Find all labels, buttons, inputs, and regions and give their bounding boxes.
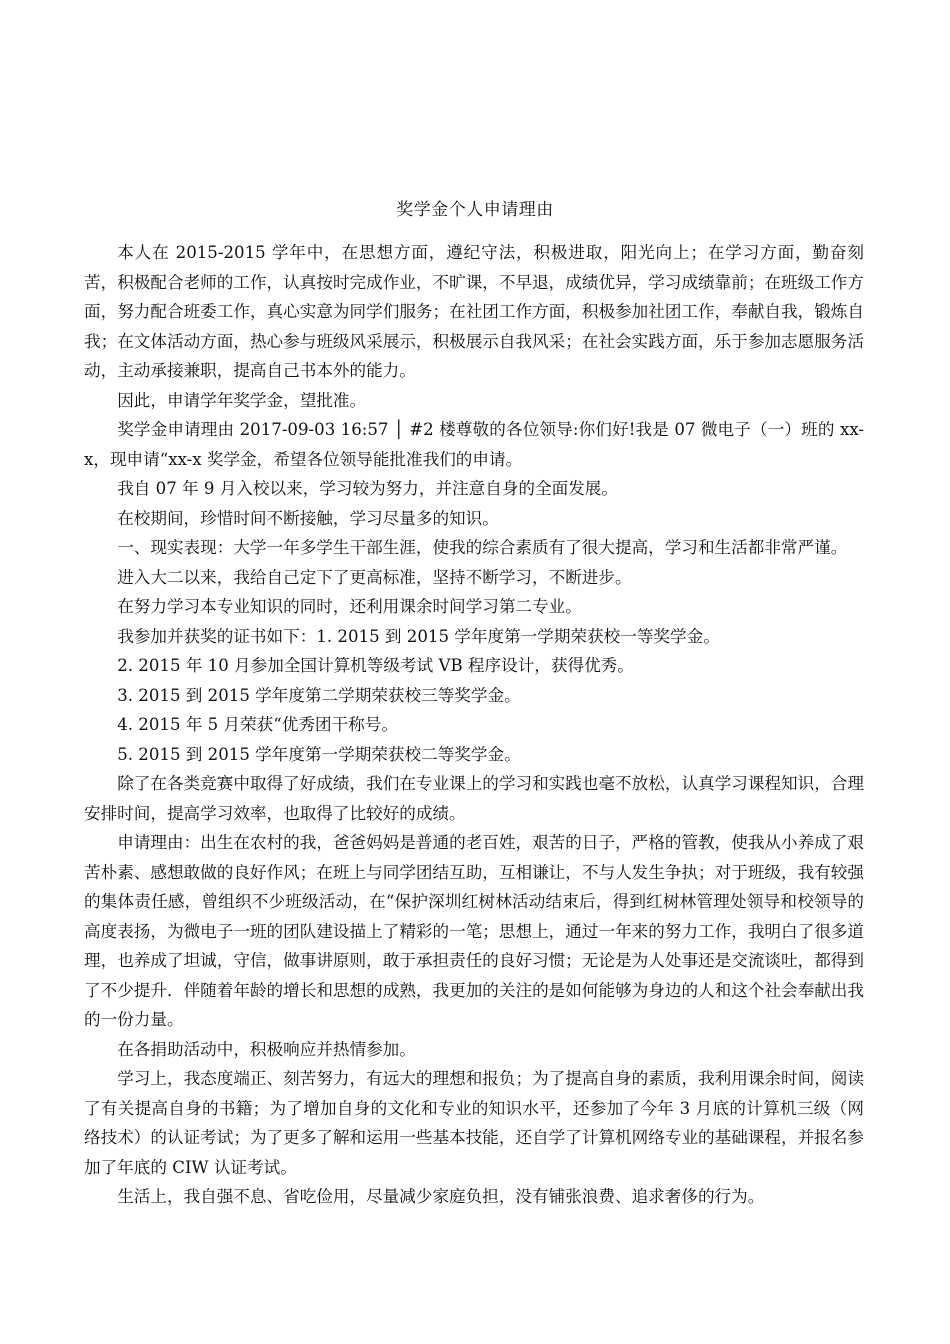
- paragraph: 在校期间，珍惜时间不断接触，学习尽量多的知识。: [117, 508, 499, 528]
- paragraph: 我自 07 年 9 月入校以来，学习较为努力，并注意自身的全面发展。: [117, 479, 618, 498]
- paragraph: 学习上，我态度端正、刻苦努力，有远大的理想和报负；为了提高自身的素质，我利用课余时间，阅读了有关提高自身的书籍；为了增加自身的文化和专业的知识水平，还参加了今年 3 月底的计算机三级（网络技术）的认证考试；为了更多了解和运用一些基本技能，还自学了计算机网络专业的基础课程，并报名参加了年底的 CIW 认证考试。: [84, 1069, 864, 1177]
- paragraph: 一、现实表现：大学一年多学生干部生涯，使我的综合素质有了很大提高，学习和生活都非常严谨。: [117, 538, 848, 557]
- paragraph: 在各捐助活动中，积极响应并热情参加。: [117, 1039, 416, 1059]
- paragraph: 生活上，我自强不息、省吃俭用，尽量减少家庭负担，没有铺张浪费、追求奢侈的行为。: [117, 1187, 765, 1206]
- paragraph: 我参加并获奖的证书如下：1. 2015 到 2015 学年度第一学期荣获校一等奖学金。: [117, 626, 720, 646]
- paragraph: 本人在 2015-2015 学年中，在思想方面，遵纪守法，积极进取，阳光向上；在学习方面，勤奋刻苦，积极配合老师的工作，认真按时完成作业，不旷课，不早退，成绩优异，学习成绩靠前；在班级工作方面，努力配合班委工作，真心实意为同学们服务；在社团工作方面，积极参加社团工作，奉献自我，锻炼自我；在文体活动方面，热心参与班级风采展示，积极展示自我风采；在社会实践方面，乐于参加志愿服务活动，主动承接兼职，提高自己书本外的能力。: [84, 243, 864, 380]
- list-item: 4. 2015 年 5 月荣获“优秀团干称号。: [117, 715, 398, 734]
- paragraph: 在努力学习本专业知识的同时，还利用课余时间学习第二专业。: [117, 597, 582, 616]
- paragraph: 奖学金申请理由 2017-09-03 16:57 │ #2 楼尊敬的各位领导:你们好!我是 07 微电子（一）班的 xx-x，现申请“xx-x 奖学金，希望各位领导能批准我们的申请。: [84, 420, 864, 469]
- paragraph: 因此，申请学年奖学金，望批准。: [117, 390, 367, 410]
- list-item: 3. 2015 到 2015 学年度第二学期荣获校三等奖学金。: [117, 685, 521, 705]
- list-item: 2. 2015 年 10 月参加全国计算机等级考试 VB 程序设计，获得优秀。: [117, 656, 634, 675]
- paragraph: 申请理由：出生在农村的我，爸爸妈妈是普通的老百姓，艰苦的日子，严格的管教，使我从小养成了艰苦朴素、感想敢做的良好作风；在班上与同学团结互助，互相谦让，不与人发生争执；对于班级，我有较强的集体责任感，曾组织不少班级活动，在“保护深圳红树林活动结束后，得到红树林管理处领导和校领导的高度表扬，为微电子一班的团队建设描上了精彩的一笔；思想上，通过一年来的努力工作，我明白了很多道理，也养成了坦诚，守信，做事讲原则，敢于承担责任的良好习惯；无论是为人处事还是交流谈吐，都得到了不少提升．伴随着年龄的增长和思想的成熟，我更加的关注的是如何能够为身边的人和这个社会奉献出我的一份力量。: [84, 833, 864, 1029]
- paragraph: 进入大二以来，我给自己定下了更高标准，坚持不断学习，不断进步。: [117, 567, 632, 587]
- document-body: [84, 238, 864, 1212]
- document-title: 奖学金个人申请理由: [396, 200, 554, 220]
- paragraph: 除了在各类竞赛中取得了好成绩，我们在专业课上的学习和实践也毫不放松，认真学习课程知识，合理安排时间，提高学习效率，也取得了比较好的成绩。: [84, 774, 864, 823]
- list-item: 5. 2015 到 2015 学年度第一学期荣获校二等奖学金。: [117, 744, 521, 764]
